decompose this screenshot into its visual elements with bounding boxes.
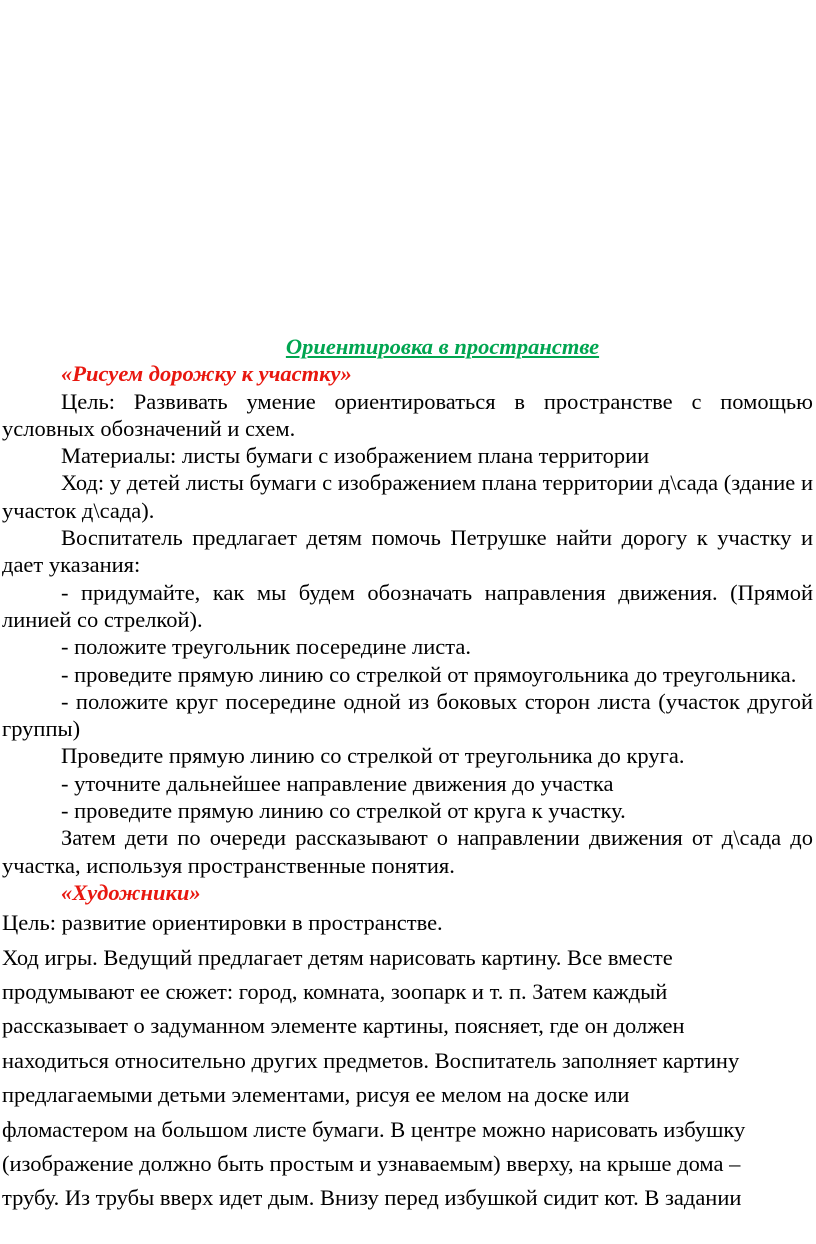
paragraph-teacher-offer: Воспитатель предлагает детям помочь Петрушке найти дорогу к участку и дает указания:	[2, 525, 813, 578]
text-line: трубу. Из трубы вверх идет дым. Внизу перед избушкой сидит кот. В задании	[2, 1185, 742, 1211]
paragraph-artists-procedure	[2, 941, 813, 1215]
paragraph-goal: Цель: Развивать умение ориентироваться в пространстве с помощью условных обозначений и схем.	[2, 388, 813, 441]
text-line: продумывают ее сюжет: город, комната, зоопарк и т. п. Затем каждый	[2, 979, 668, 1005]
paragraph-conclusion: Затем дети по очереди рассказывают о направлении движения от д\сада до участка, используя пространственные понятия.	[2, 825, 813, 878]
instruction-item: - придумайте, как мы будем обозначать направления движения. (Прямой линией со стрелкой).	[2, 579, 813, 632]
text-line: предлагаемыми детьми элементами, рисуя ее мелом на доске или	[2, 1082, 630, 1108]
instruction-item: - проведите прямую линию со стрелкой от прямоугольника до треугольника.	[61, 661, 797, 687]
text-line: рассказывает о задуманном элементе картины, поясняет, где он должен	[2, 1013, 685, 1039]
game-heading-draw-path: «Рисуем дорожку к участку»	[61, 361, 352, 387]
document-title: Ориентировка в пространстве	[285, 334, 600, 359]
paragraph-artists-goal: Цель: развитие ориентировки в пространстве.	[2, 910, 443, 936]
paragraph-procedure: Ход: у детей листы бумаги с изображением плана территории д\сада (здание и участок д\сада).	[2, 470, 813, 523]
game-heading-artists: «Художники»	[61, 879, 201, 905]
text-line: находиться относительно других предметов. Воспитатель заполняет картину	[2, 1047, 740, 1073]
text-line: фломастером на большом листе бумаги. В центре можно нарисовать избушку	[2, 1116, 746, 1142]
instruction-item: - положите треугольник посередине листа.	[61, 634, 471, 660]
text-line: (изображение должно быть простым и узнаваемым) вверху, на крыше дома –	[2, 1151, 741, 1177]
paragraph-materials: Материалы: листы бумаги с изображением плана территории	[61, 443, 650, 469]
text-line: Ход игры. Ведущий предлагает детям нарисовать картину. Все вместе	[2, 944, 673, 970]
instruction-item: - положите круг посередине одной из боковых сторон листа (участок другой группы)	[2, 688, 813, 742]
instruction-item: - уточните дальнейшее направление движения до участка	[61, 770, 614, 796]
document-body	[2, 333, 813, 1215]
instruction-item: - проведите прямую линию со стрелкой от круга к участку.	[61, 798, 626, 824]
instruction-item: Проведите прямую линию со стрелкой от треугольника до круга.	[61, 743, 685, 769]
